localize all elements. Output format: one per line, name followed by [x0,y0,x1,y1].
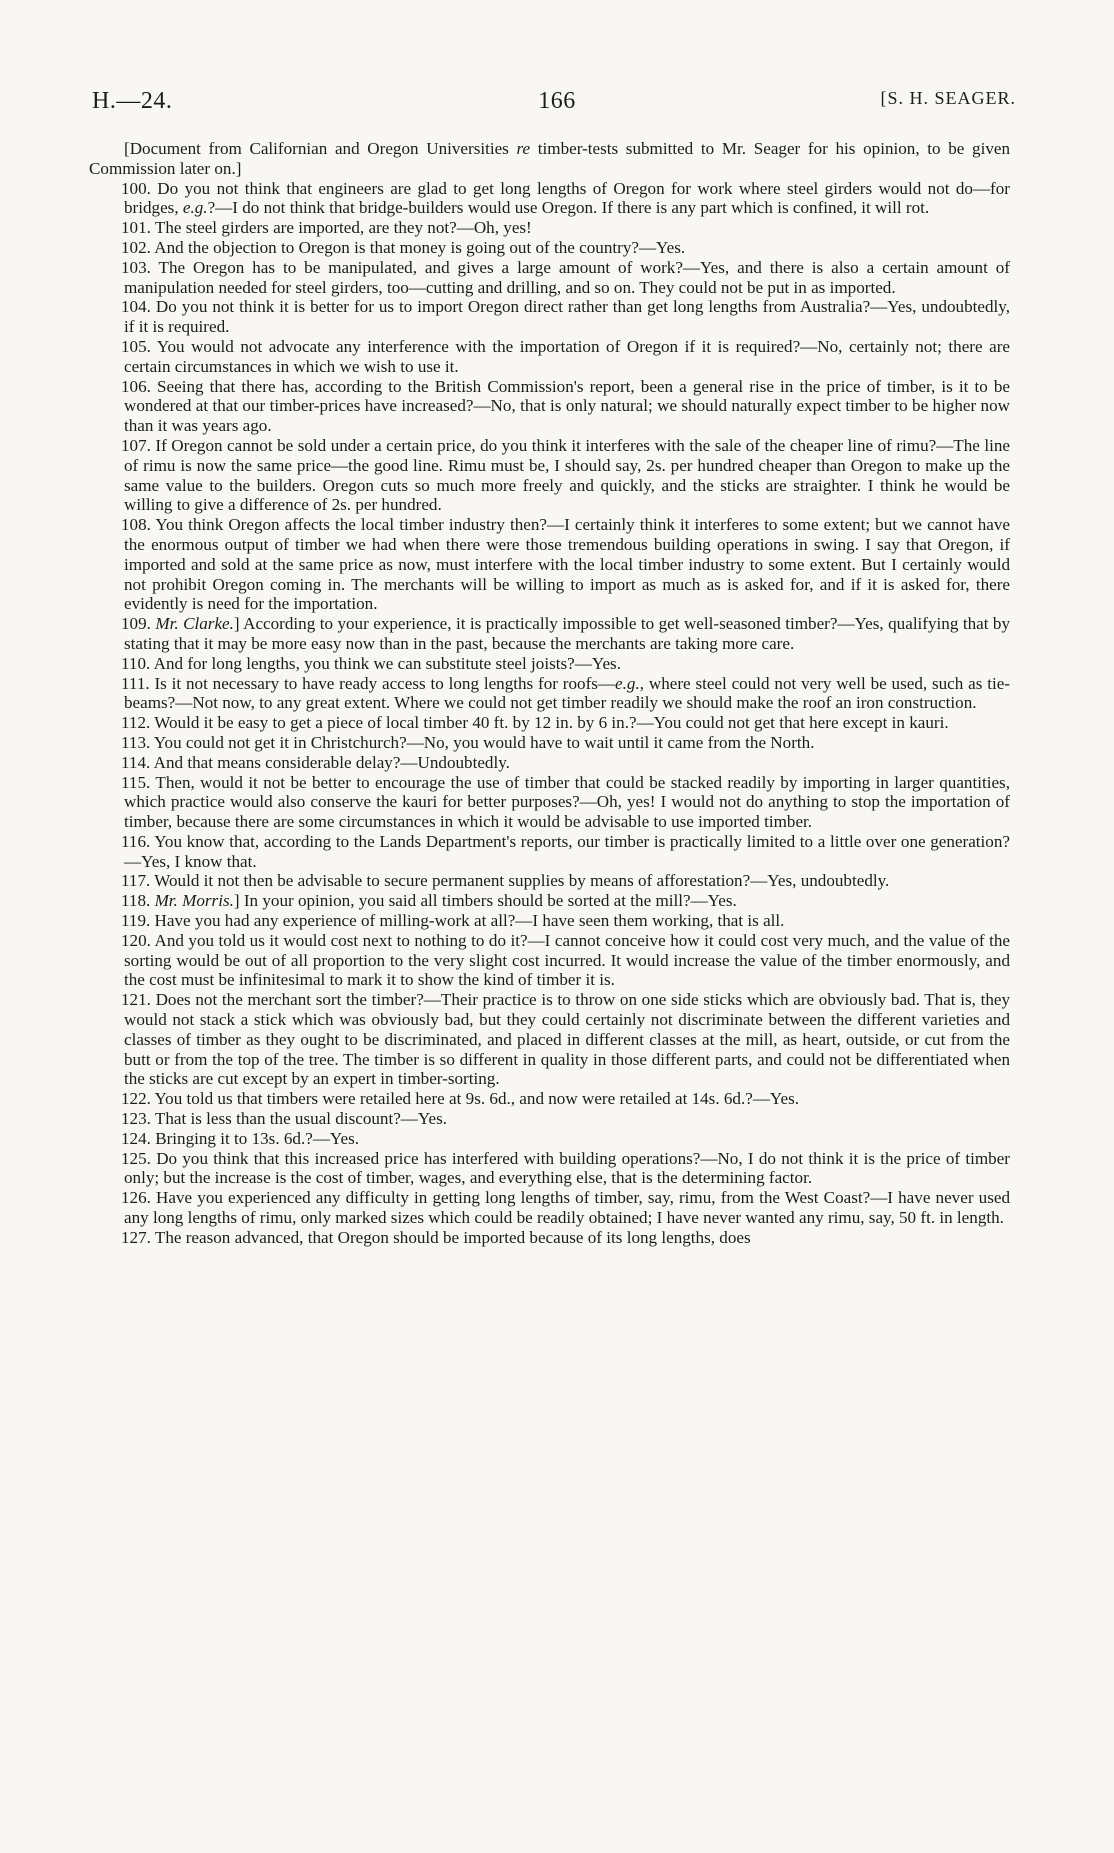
page-number: 166 [538,88,576,114]
paragraph-text: 104. Do you not think it is better for us to import Oregon direct rather than get long lengths from Australia?—Yes, undoubtedly, if it is required. [121,297,1010,337]
transcript-paragraph [89,773,1010,832]
paragraph-text: 125. Do you think that this increased price has interfered with building operations?—No, I do not think it is the price of timber only; but the increase is the cost of timber, wages, and everything else, that is the determining factor. [121,1148,1010,1188]
paragraph-text: 107. If Oregon cannot be sold under a certain price, do you think it interferes with the sale of the cheaper line of rimu?—The line of rimu is now the same price—the good line. Rimu must be, I should say, 2s. per hundred cheaper than Oregon to make up the same value to the builders. Oregon cuts so much more freely and quickly, and the sticks are straighter. I think he would be willing to give a difference of 2s. per hundred. [121,435,1010,515]
paragraph-text: timber-tests submitted to Mr. Seager for his opinion, to be given Commission later on.] [89,139,1010,178]
paragraph-text: 116. You know that, according to the Lands Department's reports, our timber is practically limited to a little over one generation?—Yes, I know that. [121,831,1010,871]
transcript-paragraph [89,614,1010,654]
paragraph-text: 115. Then, would it not be better to encourage the use of timber that could be stacked readily by importing in larger quantities, which practice would also conserve the kauri for better purposes?—Oh, yes! I would not do anything to stop the importation of timber, because there are some circumstances in which it would be advisable to use imported timber. [121,772,1010,832]
paragraph-text: 101. The steel girders are imported, are they not?—Oh, yes! [121,218,532,238]
transcript-paragraph [89,733,1010,753]
italic-text: Mr. Morris. [154,891,234,911]
transcript-paragraph [89,1109,1010,1129]
transcript-paragraph [89,377,1010,436]
paragraph-text: 103. The Oregon has to be manipulated, and gives a large amount of work?—Yes, and there is also a certain amount of manipulation needed for steel girders, too—cutting and drilling, and so on. They could not be put in as imported. [121,257,1010,297]
transcript-paragraph [89,832,1010,872]
italic-text: Mr. Clarke. [155,614,234,634]
transcript-paragraph [89,1129,1010,1149]
transcript-paragraph [89,297,1010,337]
paragraph-text: 122. You told us that timbers were retailed here at 9s. 6d., and now were retailed at 14s. 6d.?—Yes. [121,1089,800,1109]
paragraph-text: 119. Have you had any experience of milling-work at all?—I have seen them working, that is all. [121,911,785,931]
transcript-paragraph [89,713,1010,733]
transcript-paragraph [89,753,1010,773]
paragraph-text: 121. Does not the merchant sort the timber?—Their practice is to throw on one side sticks which are obviously bad. That is, they would not stack a stick which was obviously bad, but they could certainly not discriminate between the different varieties and classes of timber as they ought to be discriminated, and placed in different classes at the mill, as heart, outside, or cut from the butt or from the top of the tree. The timber is so different in quality in those different parts, and could not be differentiated when the sticks are cut except by an expert in timber-sorting. [121,990,1010,1089]
paragraph-text: 124. Bringing it to 13s. 6d.?—Yes. [121,1128,360,1148]
paragraph-text: 126. Have you experienced any difficulty in getting long lengths of timber, say, rimu, from the West Coast?—I have never used any long lengths of rimu, only marked sizes which could be readily obtained; I have never wanted any rimu, say, 50 ft. in length. [121,1188,1010,1228]
transcript-paragraph [89,654,1010,674]
paragraph-text: 100. Do you not think that engineers are glad to get long lengths of Oregon for work where steel girders would not do—for bridges, [121,178,1010,218]
transcript-paragraph [89,911,1010,931]
header-witness-name: [S. H. SEAGER. [880,88,1016,108]
paragraph-text: 106. Seeing that there has, according to the British Commission's report, been a general rise in the price of timber, is it to be wondered at that our timber-prices have increased?—No, that is only natural; we should naturally expect timber to be higher now than it was years ago. [121,376,1010,436]
transcript-paragraph [89,179,1010,219]
paragraph-text: 105. You would not advocate any interference with the importation of Oregon if it is required?—No, certainly not; there are certain circumstances in which we wish to use it. [121,336,1010,376]
paragraph-text: 102. And the objection to Oregon is that money is going out of the country?—Yes. [121,237,686,257]
paragraph-text: 118. [121,891,155,911]
italic-text: e.g. [182,198,208,218]
transcript-paragraph [89,1089,1010,1109]
transcript-paragraph [89,891,1010,911]
transcript-paragraph [89,258,1010,298]
transcript-paragraph [89,436,1010,515]
transcript-paragraph [89,931,1010,990]
transcript-paragraph [89,1149,1010,1189]
paragraph-text: 120. And you told us it would cost next to nothing to do it?—I cannot conceive how it could cost very much, and the value of the sorting would be out of all proportion to the very slight cost incurred. It would increase the value of the timber enormously, and the cost must be infinitesimal to mark it to show the kind of timber it is. [121,930,1010,990]
paragraph-text: 123. That is less than the usual discount?—Yes. [121,1109,448,1129]
paragraph-text: 108. You think Oregon affects the local timber industry then?—I certainly think it interferes to some extent; but we cannot have the enormous output of timber we had when there were those tremendous building operations in swing. I say that Oregon, if imported and sold at the same price as now, must interfere with the local timber industry to some extent. But I certainly would not prohibit Oregon coming in. The merchants will be willing to import as much as is asked for, and if it is asked for, there evidently is need for the importation. [121,515,1010,614]
paragraph-text: 117. Would it not then be advisable to secure permanent supplies by means of afforestation?—Yes, undoubtedly. [121,871,890,891]
paragraph-text: ] According to your experience, it is practically impossible to get well-seasoned timber?—Yes, qualifying that by stating that it may be more easy now than in the past, because the merchants are taking more care. [124,614,1011,653]
paragraph-text: 111. Is it not necessary to have ready access to long lengths for roofs— [121,673,616,693]
paragraph-text: 110. And for long lengths, you think we can substitute steel joists?—Yes. [121,653,621,673]
paragraph-text: ?—I do not think that bridge-builders would use Oregon. If there is any part which is confined, it will rot. [207,198,930,218]
paragraph-text: 109. [121,614,156,634]
transcript-paragraph [89,1188,1010,1228]
paragraph-text: [Document from Californian and Oregon Universities [124,139,517,158]
italic-text: re [516,139,531,158]
transcript-paragraph [89,674,1010,714]
transcript-paragraph [89,990,1010,1089]
paragraph-text: 127. The reason advanced, that Oregon should be imported because of its long lengths, does [121,1227,751,1247]
transcript-paragraph [89,337,1010,377]
transcript-body [89,139,1010,1248]
transcript-paragraph [89,218,1010,238]
transcript-paragraph [89,515,1010,614]
italic-text: e.g. [615,673,640,693]
paragraph-text: 113. You could not get it in Christchurch?—No, you would have to wait until it came from the North. [121,732,815,752]
header-document-ref: H.—24. [92,88,173,114]
transcript-paragraph [89,1228,1010,1248]
transcript-paragraph [89,139,1010,179]
paragraph-text: ] In your opinion, you said all timbers should be sorted at the mill?—Yes. [233,891,737,911]
paragraph-text: , where steel could not very well be used, such as tie-beams?—Not now, to any great extent. Where we could not get timber readily we should make the roof an iron construction. [124,673,1010,713]
paragraph-text: 114. And that means considerable delay?—Undoubtedly. [121,752,510,772]
transcript-paragraph [89,238,1010,258]
transcript-paragraph [89,871,1010,891]
paragraph-text: 112. Would it be easy to get a piece of local timber 40 ft. by 12 in. by 6 in.?—You could not get that here except in kauri. [121,713,949,733]
